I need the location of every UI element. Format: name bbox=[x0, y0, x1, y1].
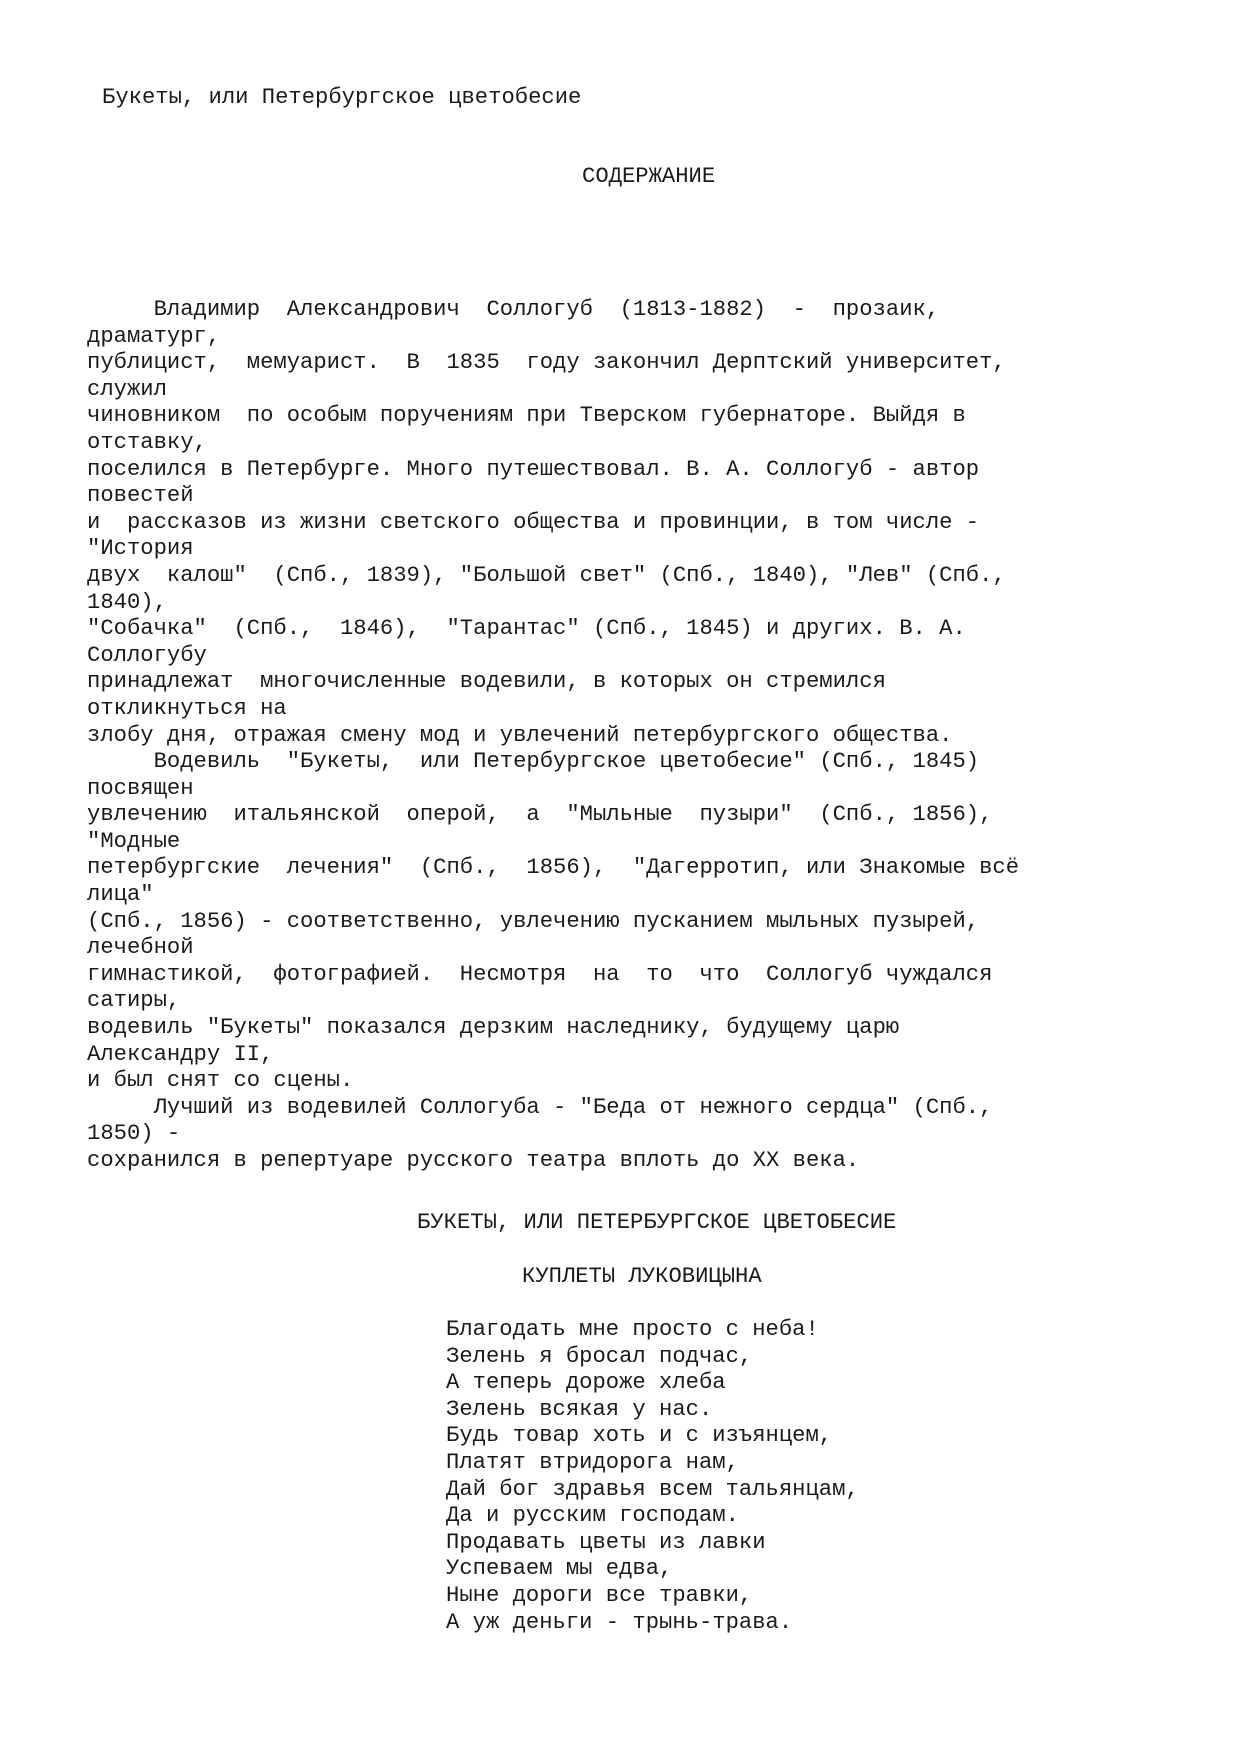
poem-line: Зелень всякая у нас. bbox=[446, 1396, 713, 1422]
text-line: Водевиль "Букеты, или Петербургское цветобесие" (Спб., 1845) bbox=[87, 749, 980, 775]
poem-line: А теперь дороже хлеба bbox=[446, 1370, 726, 1396]
document-title: Букеты, или Петербургское цветобесие bbox=[102, 85, 582, 110]
text-line: Александру II, bbox=[87, 1041, 274, 1067]
text-line: служил bbox=[87, 376, 167, 402]
text-line: публицист, мемуарист. В 1835 году закончил Дерптский университет, bbox=[87, 350, 1006, 376]
couplets-heading: КУПЛЕТЫ ЛУКОВИЦЫНА bbox=[522, 1264, 762, 1289]
text-line: Лучший из водевилей Соллогуба - "Беда от нежного сердца" (Спб., bbox=[87, 1094, 993, 1120]
poem-line: Продавать цветы из лавки bbox=[446, 1529, 766, 1555]
contents-heading: СОДЕРЖАНИЕ bbox=[582, 164, 716, 189]
poem-line: Благодать мне просто с неба! bbox=[446, 1317, 819, 1342]
poem-line: Платят втридорога нам, bbox=[446, 1449, 739, 1475]
text-line: и был снят со сцены. bbox=[87, 1068, 354, 1094]
text-line: петербургские лечения" (Спб., 1856), "Дагерротип, или Знакомые всё bbox=[87, 855, 1020, 881]
text-line: (Спб., 1856) - соответственно, увлечению пусканием мыльных пузырей, bbox=[87, 908, 980, 934]
text-line: двух калош" (Спб., 1839), "Большой свет" (Спб., 1840), "Лев" (Спб., bbox=[87, 562, 1006, 588]
text-line: "История bbox=[87, 536, 194, 562]
poem-line: Да и русским господам. bbox=[446, 1503, 739, 1529]
text-line: Соллогубу bbox=[87, 642, 207, 668]
text-line: сатиры, bbox=[87, 988, 181, 1014]
text-line: водевиль "Букеты" показался дерзким наследнику, будущему царю bbox=[87, 1015, 900, 1041]
text-line: 1840), bbox=[87, 589, 167, 615]
text-line: повестей bbox=[87, 483, 194, 509]
poem-line: Зелень я бросал подчас, bbox=[446, 1343, 753, 1369]
poem-line: Дай бог здравья всем тальянцам, bbox=[446, 1476, 859, 1502]
poem-line: Ныне дороги все травки, bbox=[446, 1582, 753, 1608]
text-line: "Модные bbox=[87, 828, 181, 854]
text-line: отставку, bbox=[87, 429, 207, 455]
poem-line: Успеваем мы едва, bbox=[446, 1556, 673, 1582]
play-title: БУКЕТЫ, ИЛИ ПЕТЕРБУРГСКОЕ ЦВЕТОБЕСИЕ bbox=[417, 1210, 897, 1235]
text-line: лечебной bbox=[87, 935, 194, 961]
text-line: сохранился в репертуаре русского театра вплоть до XX века. bbox=[87, 1148, 860, 1173]
text-line: и рассказов из жизни светского общества и провинции, в том числе - bbox=[87, 509, 980, 535]
text-line: драматург, bbox=[87, 323, 221, 349]
text-line: принадлежат многочисленные водевили, в которых он стремился bbox=[87, 669, 886, 695]
text-line: "Собачка" (Спб., 1846), "Тарантас" (Спб., 1845) и других. В. А. bbox=[87, 616, 966, 642]
introduction-text bbox=[87, 297, 1227, 1175]
text-line: увлечению итальянской оперой, а "Мыльные пузыри" (Спб., 1856), bbox=[87, 802, 993, 828]
text-line: 1850) - bbox=[87, 1121, 181, 1147]
text-line: лица" bbox=[87, 882, 154, 908]
text-line: Владимир Александрович Соллогуб (1813-1882) - прозаик, bbox=[87, 297, 940, 322]
poem-line: А уж деньги - трынь-трава. bbox=[446, 1609, 793, 1635]
text-line: посвящен bbox=[87, 775, 194, 801]
text-line: поселился в Петербурге. Много путешествовал. В. А. Соллогуб - автор bbox=[87, 456, 980, 482]
text-line: гимнастикой, фотографией. Несмотря на то что Соллогуб чуждался bbox=[87, 961, 993, 987]
text-line: чиновником по особым поручениям при Тверском губернаторе. Выйдя в bbox=[87, 403, 966, 429]
poem bbox=[446, 1317, 1146, 1636]
poem-line: Будь товар хоть и с изъянцем, bbox=[446, 1423, 833, 1449]
text-line: злобу дня, отражая смену мод и увлечений петербургского общества. bbox=[87, 722, 953, 748]
text-line: откликнуться на bbox=[87, 695, 287, 721]
